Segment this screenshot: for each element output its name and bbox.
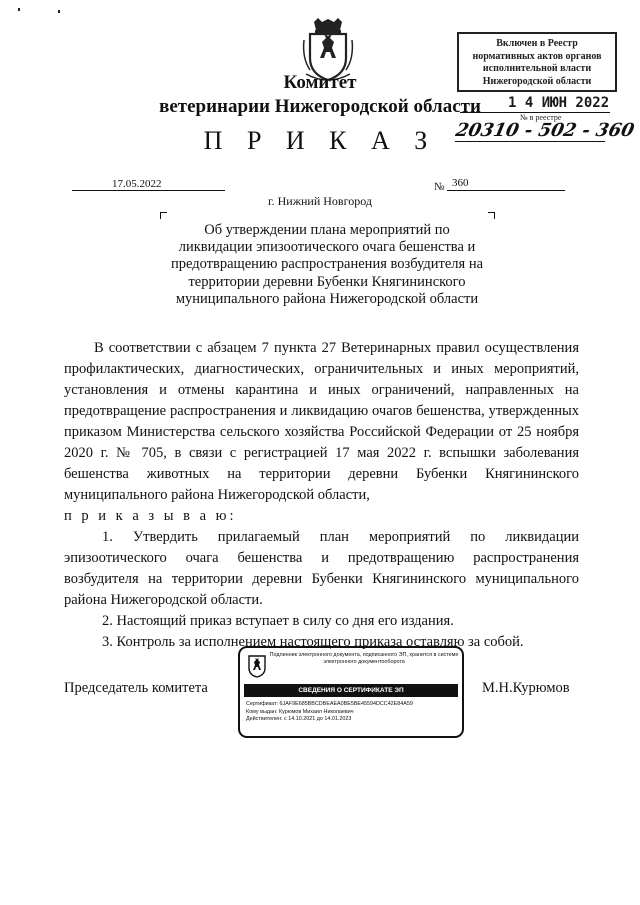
e-signature-heading: СВЕДЕНИЯ О СЕРТИФИКАТЕ ЭП	[244, 684, 458, 697]
registry-number-caption: № в реестре	[520, 113, 562, 122]
divider	[72, 190, 225, 191]
order-item: 3. Контроль за исполнением настоящего приказа оставляю за собой.	[102, 634, 524, 650]
e-signature-details	[246, 701, 458, 724]
city: г. Нижний Новгород	[268, 194, 372, 208]
order-date: 17.05.2022	[112, 178, 162, 190]
order-number-label: №	[434, 181, 445, 193]
document-title: Об утверждении плана мероприятий по ликвидации эпизоотического очага бешенства и предотвращению распространения возбудителя на территории деревни Бубенки Княгининского муниципального района Нижегородской области	[170, 222, 484, 307]
org-name-line2: ветеринарии Нижегородской области	[159, 96, 481, 117]
order-item: 1. Утвердить прилагаемый план мероприятий по ликвидации эпизоотического очага бешенства и предотвращению распространения возбудителя на территории деревни Бубенки Княгининского муниципального района Нижегородской области.	[64, 529, 579, 608]
divider	[447, 190, 565, 191]
order-word: п р и к а з ы в а ю:	[64, 508, 237, 524]
divider	[455, 141, 605, 142]
doc-type-heading: П Р И К А З	[203, 126, 437, 155]
certificate-serial: Сертификат: 6JAF9E685BBCDBEAEA0BE5BE45594DCC42E84A59	[246, 701, 413, 707]
corner-mark	[488, 212, 495, 219]
order-item: 2. Настоящий приказ вступает в силу со дня его издания.	[102, 613, 454, 629]
e-signature-notice: Подлинник электронного документа, подписанного ЭП, хранится в системе электронного документооборота	[269, 652, 459, 665]
scan-mark	[58, 10, 60, 13]
registry-date: 1 4 ИЮН 2022	[508, 95, 610, 111]
registry-number: 20310 - 502 - 360	[453, 120, 637, 141]
preamble: В соответствии с абзацем 7 пункта 27 Ветеринарных правил осуществления профилактических, диагностических, ограничительных и иных мероприятий, установления и отмены карантина и иных ограничений, направленных на предотвращение распространения и ликвидацию очагов бешенства, утвержденных приказом Министерства сельского хозяйства Российской Федерации от 25 ноября 2020 г. № 705, в связи с регистрацией 17 мая 2022 г. вспышки заболевания бешенства животных на территории деревни Бубенки Княгининского муниципального района Нижегородской области,	[64, 340, 579, 503]
scan-mark	[18, 8, 20, 11]
order-number: 360	[452, 177, 469, 189]
signatory-position: Председатель комитета	[64, 680, 208, 696]
corner-mark	[160, 212, 167, 219]
signatory-name: М.Н.Курюмов	[482, 680, 570, 696]
certificate-owner: Кому выдан: Курюмов Михаил Николаевич	[246, 708, 354, 715]
deer-emblem-icon	[247, 654, 267, 678]
org-name-line1: Комитет	[283, 72, 357, 93]
certificate-validity: Действителен: с 14.10.2021 до 14.01.2023	[246, 716, 352, 723]
document-body	[64, 338, 579, 653]
registry-stamp-text: Включен в Реестр нормативных актов органов исполнительной власти Нижегородской области	[472, 38, 602, 87]
